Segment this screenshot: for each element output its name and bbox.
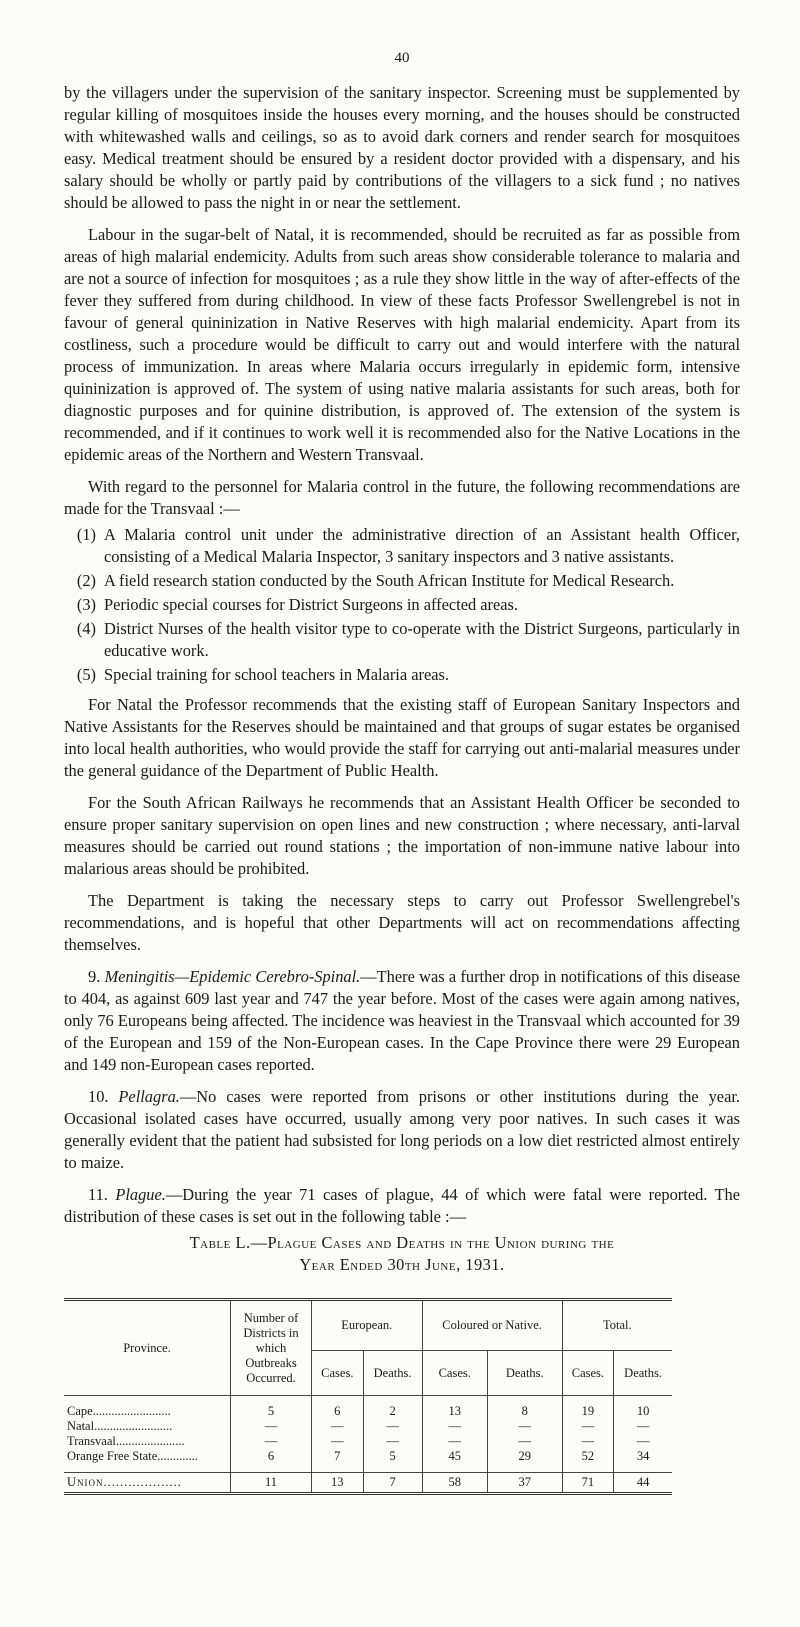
section-text: —No cases were reported from prisons or other institutions during the year. Occasional isolated cases have occurred, usually among very poor natives. In such cases it was generally evident that the patient had subsisted for long periods on a low diet restricted almost entirely to maize. <box>64 1087 740 1172</box>
cell-province: Natal......................... <box>64 1419 231 1434</box>
list-item <box>64 664 740 686</box>
list-text: A Malaria control unit under the administrative direction of an Assistant health Officer, consisting of a Medical Malaria Inspector, 3 sanitary inspectors and 3 native assistants. <box>104 525 740 566</box>
table-row <box>64 1404 672 1419</box>
cell-eu-cases: 13 <box>312 1473 364 1494</box>
list-number: (3) <box>76 595 96 614</box>
section-title: Meningitis—Epidemic Cerebro-Spinal. <box>104 967 361 986</box>
cell-co-cases: — <box>422 1419 487 1434</box>
cell-total-deaths: — <box>614 1419 672 1434</box>
cell-eu-cases: 6 <box>312 1404 364 1419</box>
section-title: Plague. <box>115 1185 166 1204</box>
paragraph: For Natal the Professor recommends that the existing staff of European Sanitary Inspectors and Native Assistants for the Reserves should be maintained and that groups of sugar estates be organised into local health authorities, who would provide the staff for carrying out anti-malarial measures under the general guidance of the Department of Public Health. <box>64 695 740 780</box>
page-number: 40 <box>394 50 410 66</box>
list-number: (1) <box>76 525 96 544</box>
section-pellagra <box>64 1086 740 1174</box>
cell-districts: — <box>231 1419 312 1434</box>
table-title-line: Year Ended 30th June, 1931. <box>299 1255 505 1274</box>
header-deaths: Deaths. <box>614 1351 672 1396</box>
cell-co-cases: 13 <box>422 1404 487 1419</box>
cell-total-cases: 52 <box>562 1449 614 1464</box>
cell-co-deaths: — <box>487 1434 562 1449</box>
section-text: —During the year 71 cases of plague, 44 of which were fatal were reported. The distribution of these cases is set out in the following table :— <box>64 1185 740 1226</box>
cell-eu-cases: — <box>312 1419 364 1434</box>
cell-total-deaths: 44 <box>614 1473 672 1494</box>
list-item <box>64 524 740 568</box>
cell-eu-deaths: — <box>363 1419 422 1434</box>
cell-co-cases: 58 <box>422 1473 487 1494</box>
paragraph: The Department is taking the necessary steps to carry out Professor Swellengrebel's recommendations, and is hopeful that other Departments will act on recommendations affecting themselves. <box>64 891 740 954</box>
list-text: District Nurses of the health visitor type to co-operate with the District Surgeons, particularly in educative work. <box>104 619 740 660</box>
header-deaths: Deaths. <box>363 1351 422 1396</box>
cell-province: Cape......................... <box>64 1404 231 1419</box>
table-row <box>64 1419 672 1434</box>
table-title <box>64 1232 740 1276</box>
paragraph: Labour in the sugar-belt of Natal, it is recommended, should be recruited as far as possible from areas of high malarial endemicity. Adults from such areas show considerable tolerance to malaria and are not a source of infection for mosquitoes ; as a rule they show little in the way of after-effects of the fever they suffered from during childhood. In view of these facts Professor Swellengrebel is not in favour of general quininization in Native Reserves with high malarial endemicity. Apart from its costliness, such a procedure would be difficult to carry out and would interfere with the natural process of immunization. In areas where Malaria occurs irregularly in epidemic form, intensive quininization is approved of. The system of using native malaria assistants for such areas, both for diagnostic purposes and for quinine distribution, is approved of. The extension of the system is recommended, and if it continues to work well it is recommended also for the Native Locations in the epidemic areas of the Northern and Western Transvaal. <box>64 225 740 464</box>
list-text: A field research station conducted by the South African Institute for Medical Research. <box>104 571 675 590</box>
cell-districts: — <box>231 1434 312 1449</box>
section-text: —There was a further drop in notifications of this disease to 404, as against 609 last year and 747 the year before. Most of the cases were again among natives, only 76 Europeans being affected. The incidence was heaviest in the Transvaal which accounted for 39 of the European and 159 of the Non-European cases. In the Cape Province there were 29 European and 149 non-European cases reported. <box>64 967 740 1074</box>
cell-total-deaths: 10 <box>614 1404 672 1419</box>
paragraph: With regard to the personnel for Malaria control in the future, the following recommendations are made for the Transvaal :— <box>64 477 740 518</box>
header-coloured: Coloured or Native. <box>422 1300 562 1351</box>
header-total: Total. <box>562 1300 672 1351</box>
section-number: 11. <box>88 1185 116 1204</box>
cell-eu-deaths: 2 <box>363 1404 422 1419</box>
cell-total-cases: 71 <box>562 1473 614 1494</box>
list-item <box>64 618 740 662</box>
header-cases: Cases. <box>562 1351 614 1396</box>
cell-districts: 6 <box>231 1449 312 1464</box>
cell-co-deaths: — <box>487 1419 562 1434</box>
cell-total-deaths: — <box>614 1434 672 1449</box>
cell-eu-cases: 7 <box>312 1449 364 1464</box>
section-meningitis <box>64 966 740 1076</box>
cell-total-cases: 19 <box>562 1404 614 1419</box>
cell-eu-deaths: — <box>363 1434 422 1449</box>
paragraph: For the South African Railways he recommends that an Assistant Health Officer be seconded to ensure proper sanitary supervision on open lines and new construction ; where necessary, anti-larval measures should be carried out round stations ; the importation of non-immune native labour into malarious areas should be prohibited. <box>64 793 740 878</box>
list-item <box>64 594 740 616</box>
cell-co-cases: 45 <box>422 1449 487 1464</box>
cell-eu-cases: — <box>312 1434 364 1449</box>
cell-province: Transvaal...................... <box>64 1434 231 1449</box>
header-districts: Number of Districts in which Outbreaks Occurred. <box>231 1300 312 1396</box>
cell-total-deaths: 34 <box>614 1449 672 1464</box>
recommendations-list <box>64 524 740 686</box>
cell-province: Orange Free State............. <box>64 1449 231 1464</box>
cell-total-cases: — <box>562 1434 614 1449</box>
cell-co-deaths: 29 <box>487 1449 562 1464</box>
list-text: Special training for school teachers in Malaria areas. <box>104 665 449 684</box>
cell-co-deaths: 8 <box>487 1404 562 1419</box>
header-cases: Cases. <box>422 1351 487 1396</box>
table-row <box>64 1449 672 1464</box>
cell-co-deaths: 37 <box>487 1473 562 1494</box>
body-text <box>64 82 740 1228</box>
section-plague <box>64 1184 740 1228</box>
paragraph: by the villagers under the supervision of the sanitary inspector. Screening must be supplemented by regular killing of mosquitoes inside the houses every morning, and the houses should be constructed with whitewashed walls and ceilings, so as to avoid dark corners and render search for mosquitoes easy. Medical treatment should be ensured by a resident doctor provided with a dispensary, and his salary should be wholly or partly paid by contributions of the villagers to a sick fund ; no natives should be allowed to pass the night in or near the settlement. <box>64 83 740 212</box>
cell-total-cases: — <box>562 1419 614 1434</box>
cell-districts: 5 <box>231 1404 312 1419</box>
cell-co-cases: — <box>422 1434 487 1449</box>
section-number: 9. <box>88 967 105 986</box>
header-deaths: Deaths. <box>487 1351 562 1396</box>
list-item <box>64 570 740 592</box>
cell-districts: 11 <box>231 1473 312 1494</box>
section-title: Pellagra. <box>118 1087 180 1106</box>
plague-table <box>64 1298 672 1495</box>
table-row-union-total <box>64 1473 672 1494</box>
table-title-line: Table L.—Plague Cases and Deaths in the Union during the <box>189 1233 615 1252</box>
list-text: Periodic special courses for District Surgeons in affected areas. <box>104 595 519 614</box>
list-number: (5) <box>76 665 96 684</box>
header-cases: Cases. <box>312 1351 364 1396</box>
cell-eu-deaths: 7 <box>363 1473 422 1494</box>
list-number: (4) <box>76 619 96 638</box>
cell-eu-deaths: 5 <box>363 1449 422 1464</box>
table-row <box>64 1434 672 1449</box>
header-european: European. <box>312 1300 423 1351</box>
cell-province: Union................... <box>64 1473 231 1494</box>
section-number: 10. <box>88 1087 119 1106</box>
header-province: Province. <box>64 1300 231 1396</box>
list-number: (2) <box>76 571 96 590</box>
